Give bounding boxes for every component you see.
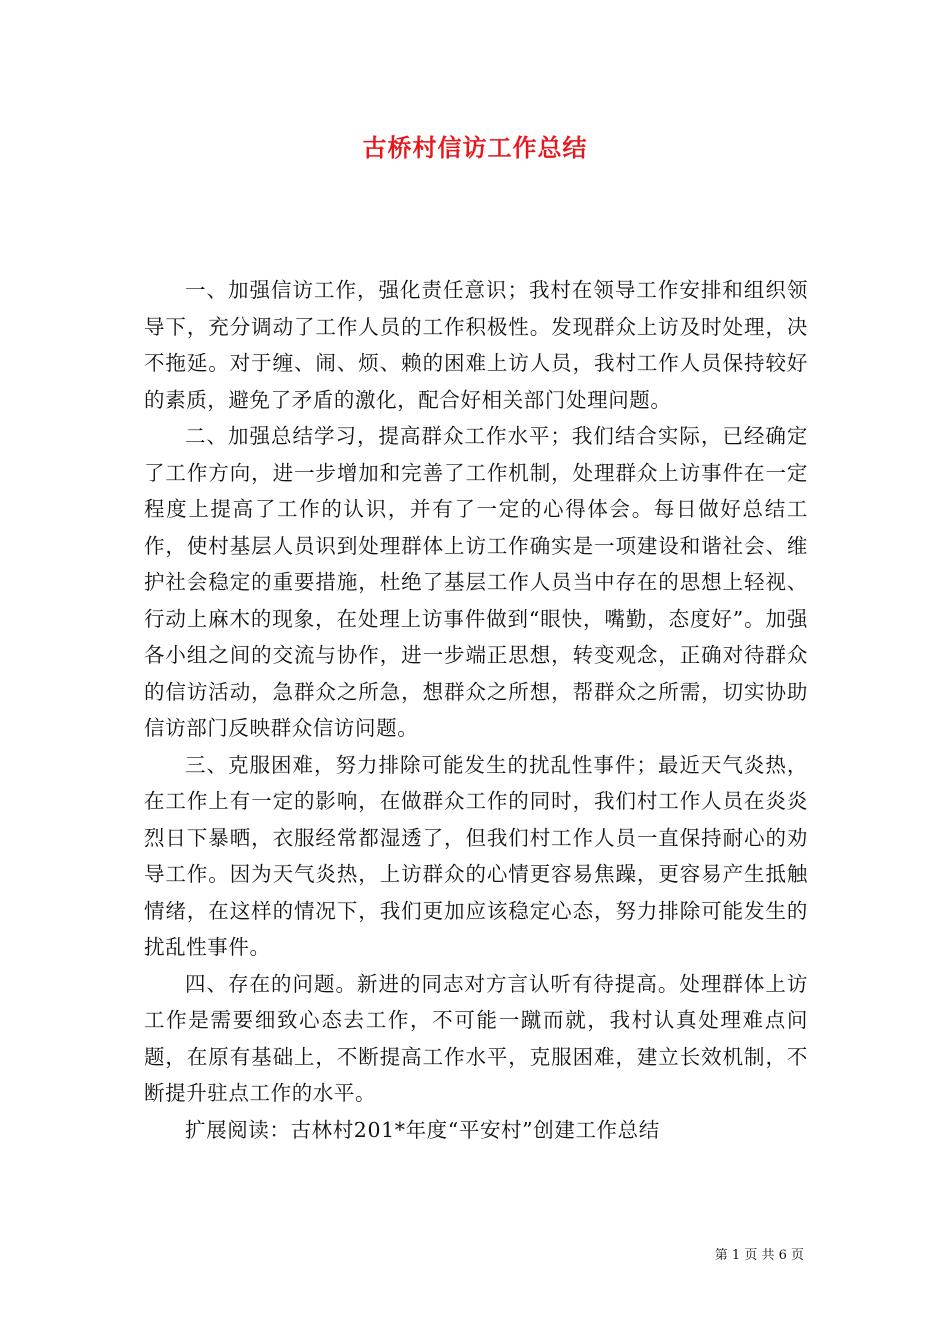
paragraph-1: 一、加强信访工作，强化责任意识；我村在领导工作安排和组织领导下，充分调动了工作人员的工作积极性。发现群众上访及时处理，决不拖延。对于缠、闹、烦、赖的困难上访人员，我村工作人员保持较好的素质，避免了矛盾的激化，配合好相关部门处理问题。 [144, 278, 808, 412]
paragraph-3: 三、克服困难，努力排除可能发生的扰乱性事件；最近天气炎热，在工作上有一定的影响，在做群众工作的同时，我们村工作人员在炎炎烈日下暴晒，衣服经常都湿透了，但我们村工作人员一直保持耐心的劝导工作。因为天气炎热，上访群众的心情更容易焦躁，更容易产生抵触情绪，在这样的情况下，我们更加应该稳定心态，努力排除可能发生的扰乱性事件。 [144, 752, 808, 959]
paragraph-2: 二、加强总结学习，提高群众工作水平；我们结合实际，已经确定了工作方向，进一步增加和完善了工作机制，处理群众上访事件在一定程度上提高了工作的认识，并有了一定的心得体会。每日做好总结工作，使村基层人员识到处理群体上访工作确实是一项建设和谐社会、维护社会稳定的重要措施，杜绝了基层工作人员当中存在的思想上轻视、行动上麻木的现象，在处理上访事件做到“眼快，嘴勤，态度好”。加强各小组之间的交流与协作，进一步端正思想，转变观念，正确对待群众的信访活动，急群众之所急，想群众之所想，帮群众之所需，切实协助信访部门反映群众信访问题。 [144, 424, 808, 740]
document-body [144, 272, 808, 1148]
extended-reading-line: 扩展阅读：古林村201*年度“平安村”创建工作总结 [185, 1117, 660, 1142]
document-title: 古桥村信访工作总结 [362, 133, 588, 162]
page-number-footer: 第 1 页 共 6 页 [714, 1248, 804, 1263]
paragraph-4: 四、存在的问题。新进的同志对方言认听有待提高。处理群体上访工作是需要细致心态去工作，不可能一蹴而就，我村认真处理难点问题，在原有基础上，不断提高工作水平，克服困难，建立长效机制，不断提升驻点工作的水平。 [144, 971, 808, 1105]
